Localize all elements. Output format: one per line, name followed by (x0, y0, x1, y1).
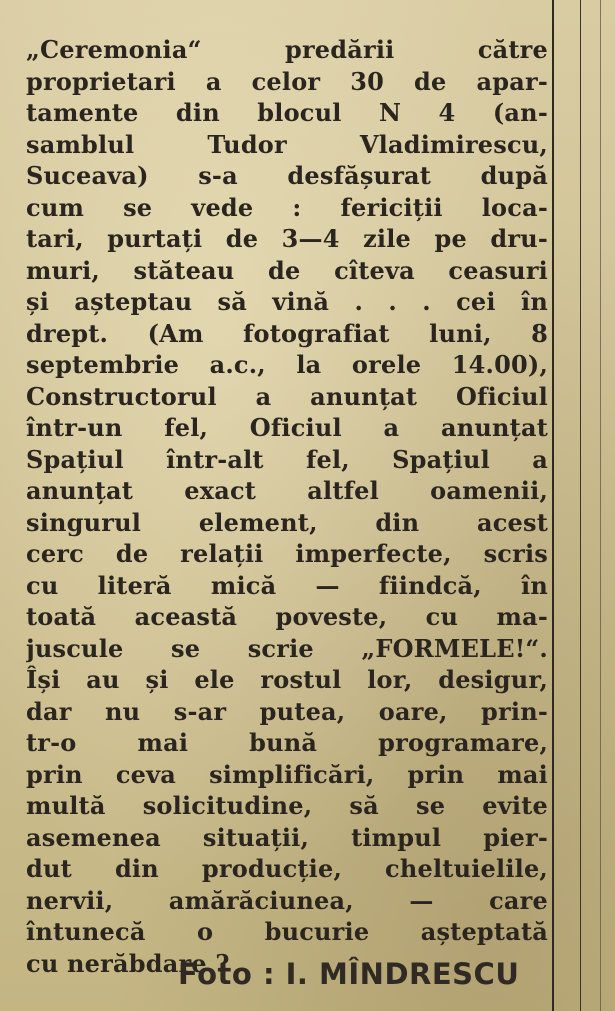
article-line: singurul element, din acest (26, 507, 548, 537)
article-line: Constructorul a anunțat Oficiul (26, 381, 548, 411)
article-line: anunțat exact altfel oamenii, (26, 476, 548, 505)
column-rule-edge (600, 0, 601, 1011)
article-line: cu literă mică — fiindcă, în (26, 570, 548, 600)
article-text (26, 34, 548, 979)
article-line: septembrie a.c., la orele 14.00), (26, 350, 548, 379)
article-line-last: cu nerăbdare ? (26, 948, 230, 978)
article-line: drept. (Am fotografiat luni, 8 (26, 318, 548, 348)
article-line: cerc de relații imperfecte, scris (26, 539, 548, 568)
article-line: Spațiul într-alt fel, Spațiul a (26, 444, 548, 474)
column-rule-secondary (580, 0, 581, 1011)
article-line: tr-o mai bună programare, (26, 728, 548, 757)
article-line: samblul Tudor Vladimirescu, (26, 129, 548, 159)
article-line: cum se vede : fericiții loca- (26, 192, 548, 222)
article-line: multă solicitudine, să se evite (26, 791, 548, 820)
article-line: „Ceremonia“ predării către (26, 35, 548, 64)
article-line: într-un fel, Oficiul a anunțat (26, 413, 548, 442)
article-line: dar nu s-ar putea, oare, prin- (26, 696, 548, 726)
article-line: asemenea situații, timpul pier- (26, 822, 548, 852)
article-line: Suceava) s-a desfășurat după (26, 161, 548, 190)
article-line: și așteptau să vină . . . cei în (26, 287, 548, 316)
article-line: muri, stăteau de cîteva ceasuri (26, 255, 548, 285)
column-rule (552, 0, 554, 1011)
article-line: juscule se scrie „FORMELE!“. (26, 633, 548, 663)
article-line: nervii, amărăciunea, — care (26, 885, 548, 915)
article-line: întunecă o bucurie așteptată (26, 917, 548, 946)
article-line: proprietari a celor 30 de apar- (26, 66, 548, 96)
article-line: tamente din blocul N 4 (an- (26, 98, 548, 127)
article-line: Își au și ele rostul lor, desigur, (26, 665, 548, 694)
article-line: dut din producție, cheltuielile, (26, 854, 548, 883)
photo-credit: Foto : I. MÎNDRESCU (178, 957, 520, 991)
article-line: tari, purtați de 3—4 zile pe dru- (26, 224, 548, 253)
article-line: prin ceva simplificări, prin mai (26, 759, 548, 789)
article-line: toată această poveste, cu ma- (26, 602, 548, 631)
